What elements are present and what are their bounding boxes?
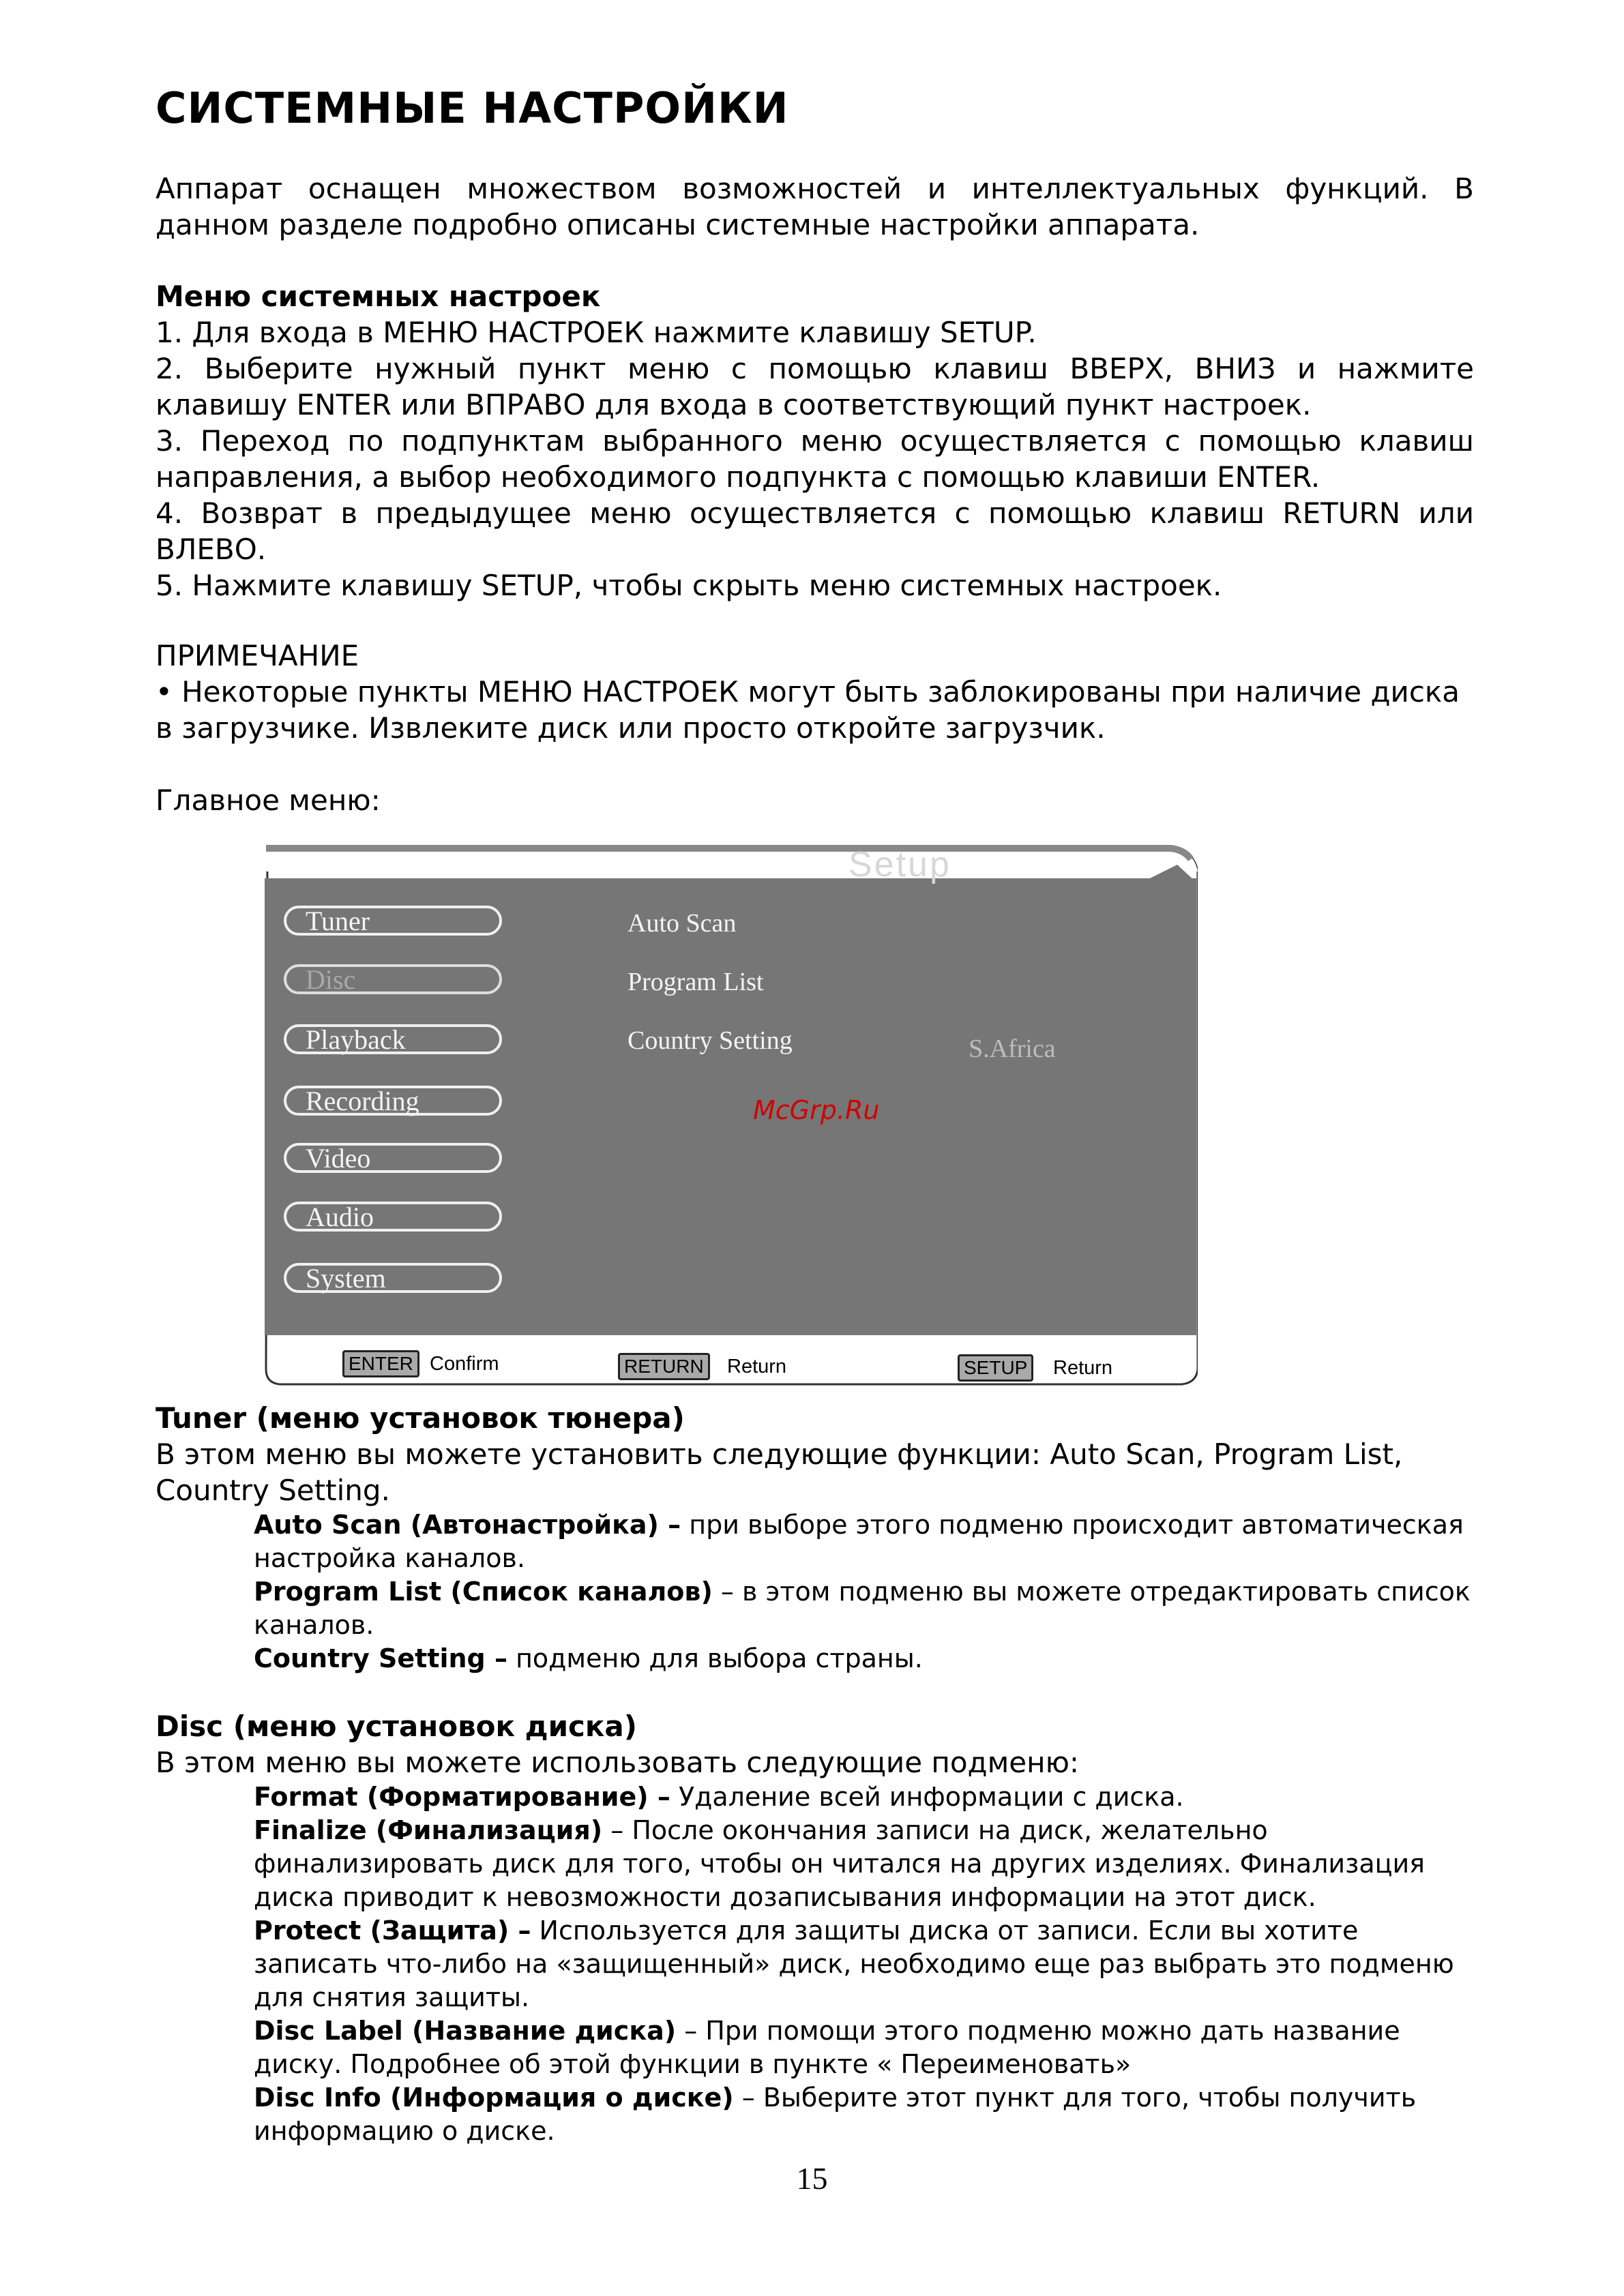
item-desc: Удаление всей информации с диска. (670, 1782, 1184, 1812)
return-key: RETURN (618, 1353, 710, 1380)
disc-heading: Disc (меню установок диска) (156, 1710, 637, 1743)
setup-label: Return (1053, 1357, 1113, 1379)
main-menu-label: Главное меню: (156, 784, 381, 817)
menu-tuner[interactable]: Tuner (284, 906, 502, 936)
disc-item (254, 1780, 1474, 1814)
item-term: Protect (Защита) – (254, 1915, 531, 1945)
item-term: Auto Scan (Автонастройка) – (254, 1510, 681, 1540)
option-program-list[interactable]: Program List (628, 968, 764, 996)
tuner-item (254, 1575, 1474, 1642)
item-desc: – После окончания записи на диск, желательно финализировать диск для того, чтобы он читался на других изделиях. Финализация диска приводит к невозможности дозаписывания информации на этот диск. (254, 1815, 1426, 1912)
item-term: Disc Info (Информация о диске) (254, 2083, 734, 2113)
disc-item (254, 1914, 1474, 2014)
menu-system[interactable]: System (284, 1263, 502, 1293)
menu-recording[interactable]: Recording (284, 1086, 502, 1116)
setup-key: SETUP (958, 1354, 1033, 1382)
tuner-section (156, 1400, 1474, 1675)
tuner-item (254, 1642, 1474, 1675)
intro-paragraph: Аппарат оснащен множеством возможностей и интеллектуальных функций. В данном разделе подробно описаны системные настройки аппарата. (156, 172, 1474, 241)
enter-key: ENTER (342, 1350, 419, 1377)
step-2: 2. Выберите нужный пункт меню с помощью клавиш ВВЕРХ, ВНИЗ и нажмите клавишу ENTER или ВПРАВО для входа в соответствующий пункт настроек. (156, 352, 1474, 421)
item-desc: Используется для защиты диска от записи. Если вы хотите записать что-либо на «защищенный» диск, необходимо еще раз выбрать это подменю для снятия защиты. (254, 1915, 1454, 2012)
disc-item (254, 2014, 1474, 2081)
option-auto-scan[interactable]: Auto Scan (628, 909, 737, 938)
disc-items (156, 1780, 1474, 2148)
disc-item (254, 2081, 1474, 2148)
enter-label: Confirm (430, 1353, 499, 1375)
menu-playback[interactable]: Playback (284, 1024, 502, 1054)
disc-item (254, 1814, 1474, 1914)
item-term: Finalize (Финализация) (254, 1815, 603, 1845)
item-term: Format (Форматирование) – (254, 1782, 670, 1812)
page-title: СИСТЕМНЫЕ НАСТРОЙКИ (156, 83, 789, 133)
item-term: Disc Label (Название диска) (254, 2016, 677, 2046)
item-term: Program List (Список каналов) (254, 1577, 713, 1607)
item-desc: – в этом подменю вы можете отредактировать список каналов. (254, 1577, 1471, 1640)
option-country-setting[interactable]: Country Setting (628, 1026, 793, 1055)
setup-screen (263, 844, 1198, 1388)
setup-title: Setup (848, 845, 951, 884)
return-label: Return (727, 1356, 787, 1377)
step-5: 5. Нажмите клавишу SETUP, чтобы скрыть меню системных настроек. (156, 569, 1222, 602)
note-block (156, 638, 1474, 746)
tuner-items (156, 1508, 1474, 1675)
menu-section (156, 278, 1474, 603)
tuner-item (254, 1508, 1474, 1575)
item-desc: – Выберите этот пункт для того, чтобы получить информацию о диске. (254, 2083, 1417, 2146)
tuner-text: В этом меню вы можете установить следующие функции: Auto Scan, Program List, Country Setting. (156, 1437, 1403, 1507)
step-4: 4. Возврат в предыдущее меню осуществляется с помощью клавиш RETURN или ВЛЕВО. (156, 496, 1474, 566)
step-1: 1. Для входа в МЕНЮ НАСТРОЕК нажмите клавишу SETUP. (156, 316, 1037, 349)
item-term: Country Setting – (254, 1643, 507, 1673)
step-3: 3. Переход по подпунктам выбранного меню осуществляется с помощью клавиш направления, а выбор необходимого подпункта с помощью клавиши ENTER. (156, 424, 1474, 494)
item-desc: – При помощи этого подменю можно дать название диску. Подробнее об этой функции в пункте « Переименовать» (254, 2016, 1400, 2079)
menu-video[interactable]: Video (284, 1143, 502, 1173)
disc-text: В этом меню вы можете использовать следующие подменю: (156, 1746, 1080, 1779)
tuner-heading: Tuner (меню установок тюнера) (156, 1401, 685, 1435)
menu-disc[interactable]: Disc (284, 964, 502, 994)
country-value: S.Africa (969, 1034, 1056, 1063)
disc-section (156, 1708, 1474, 2148)
menu-audio[interactable]: Audio (284, 1202, 502, 1232)
item-desc: при выборе этого подменю происходит автоматическая настройка каналов. (254, 1510, 1464, 1573)
page-number: 15 (796, 2161, 828, 2196)
note-text: • Некоторые пункты МЕНЮ НАСТРОЕК могут быть заблокированы при наличие диска в загрузчике. Извлеките диск или просто откройте загрузчик. (156, 675, 1460, 745)
note-heading: ПРИМЕЧАНИЕ (156, 639, 359, 672)
watermark: McGrp.Ru (753, 1095, 880, 1125)
menu-section-heading: Меню системных настроек (156, 280, 601, 313)
item-desc: подменю для выбора страны. (507, 1643, 923, 1673)
